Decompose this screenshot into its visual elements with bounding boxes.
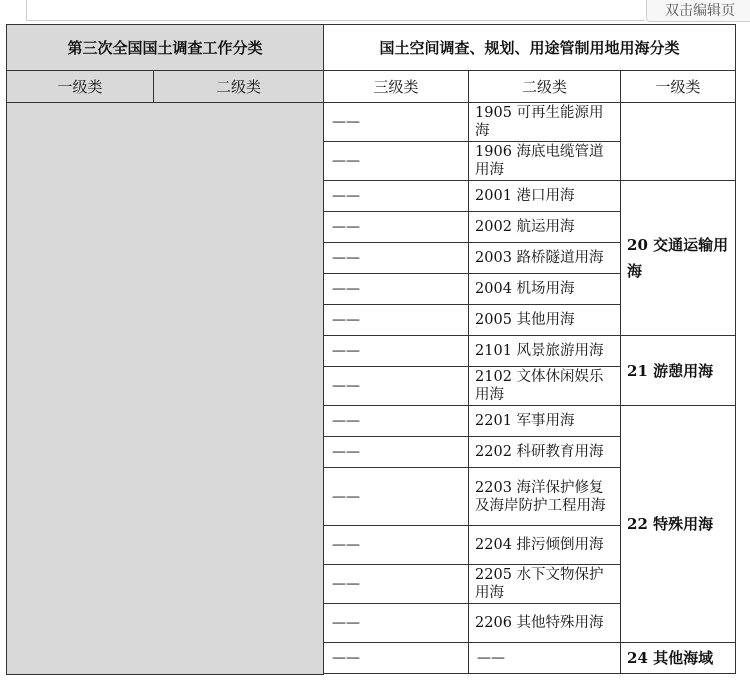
third-level-cell: —— [324,406,469,437]
second-level-cell: 2002 航运用海 [469,212,621,243]
third-level-cell: —— [324,212,469,243]
third-level-cell: —— [324,468,469,526]
second-level-cell: 2202 科研教育用海 [469,437,621,468]
third-level-cell: —— [324,526,469,565]
document-page-edge [26,0,645,21]
classification-table [6,24,736,675]
second-level-cell: 1905 可再生能源用海 [469,103,621,142]
third-level-cell: —— [324,142,469,181]
col-header-level3-right: 三级类 [324,71,469,103]
first-level-cell-leisure: 21 游憩用海 [621,336,736,406]
spacer-cell [324,674,736,675]
first-level-cell-transport: 20 交通运输用海 [621,181,736,336]
second-level-cell: —— [469,643,621,674]
second-level-cell: 2204 排污倾倒用海 [469,526,621,565]
third-level-cell: —— [324,604,469,643]
second-level-cell: 2004 机场用海 [469,274,621,305]
third-level-cell: —— [324,305,469,336]
right-group-header: 国土空间调查、规划、用途管制用地用海分类 [324,25,736,71]
col-header-level1-left: 一级类 [7,71,154,103]
second-level-cell: 2102 文体休闲娱乐用海 [469,367,621,406]
third-level-cell: —— [324,643,469,674]
col-header-level2-left: 二级类 [154,71,324,103]
second-level-cell: 2001 港口用海 [469,181,621,212]
third-level-cell: —— [324,274,469,305]
third-level-cell: —— [324,437,469,468]
edit-hint-button[interactable]: 双击编辑页 [646,0,750,22]
first-level-cell-special: 22 特殊用海 [621,406,736,643]
third-level-cell: —— [324,565,469,604]
left-empty-block [7,103,324,675]
col-header-level1-right: 一级类 [621,71,736,103]
second-level-cell: 2206 其他特殊用海 [469,604,621,643]
first-level-cell-other: 24 其他海域 [621,643,736,674]
second-level-cell: 1906 海底电缆管道用海 [469,142,621,181]
left-group-header: 第三次全国国土调查工作分类 [7,25,324,71]
first-level-cell-empty [621,103,736,181]
table-row [7,103,736,142]
third-level-cell: —— [324,181,469,212]
second-level-cell: 2101 风景旅游用海 [469,336,621,367]
third-level-cell: —— [324,336,469,367]
second-level-cell: 2003 路桥隧道用海 [469,243,621,274]
second-level-cell: 2205 水下文物保护用海 [469,565,621,604]
second-level-cell: 2005 其他用海 [469,305,621,336]
third-level-cell: —— [324,243,469,274]
third-level-cell: —— [324,103,469,142]
third-level-cell: —— [324,367,469,406]
col-header-level2-right: 二级类 [469,71,621,103]
second-level-cell: 2203 海洋保护修复及海岸防护工程用海 [469,468,621,526]
document-top-strip [0,0,750,22]
second-level-cell: 2201 军事用海 [469,406,621,437]
